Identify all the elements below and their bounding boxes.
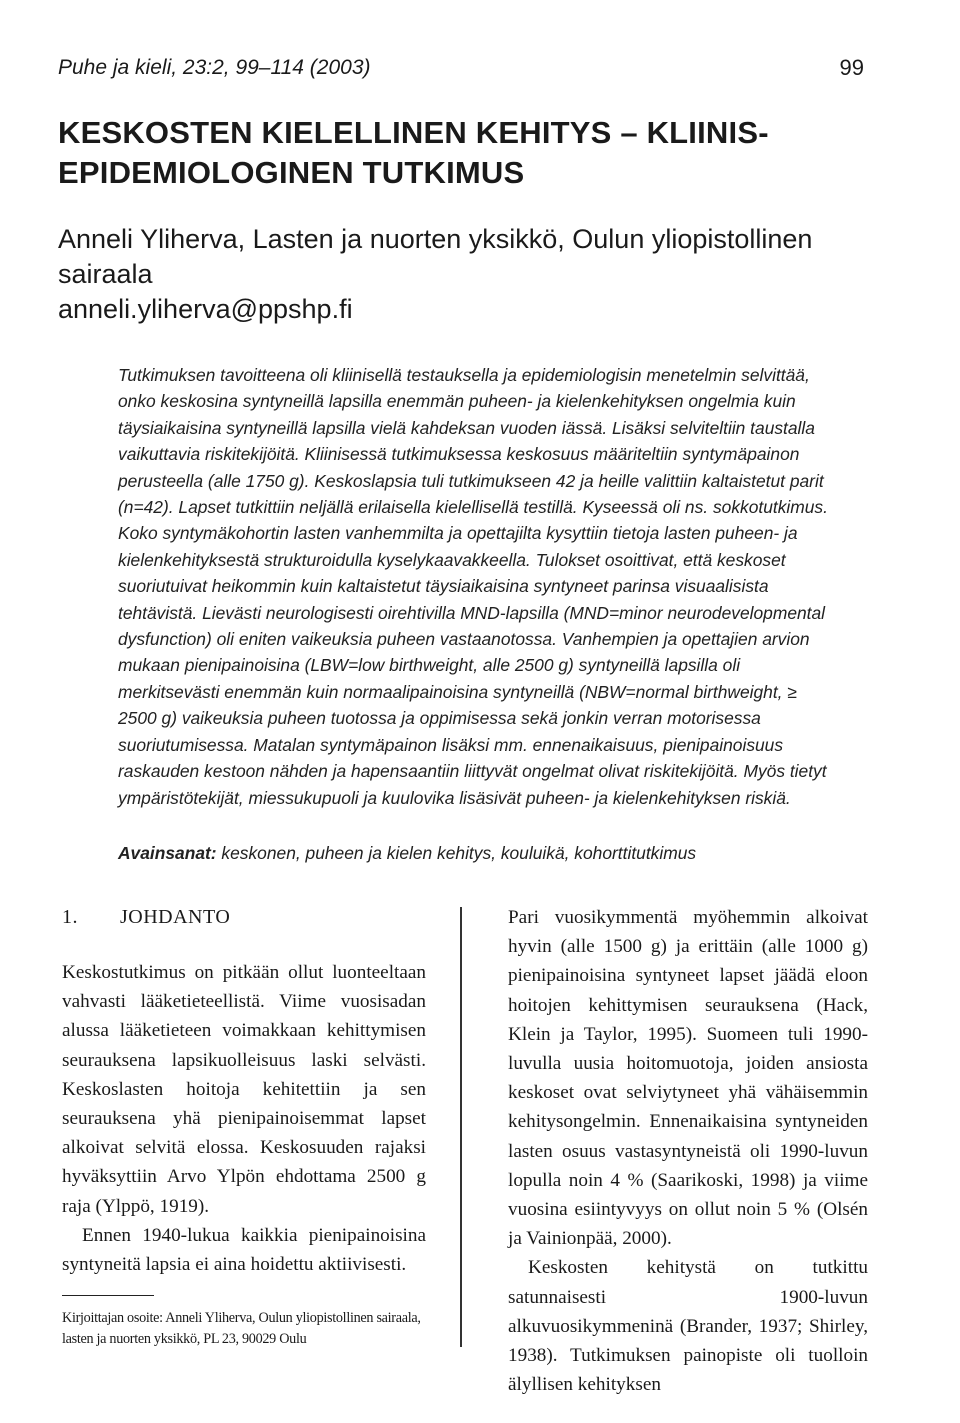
keywords-text: keskonen, puheen ja kielen kehitys, kouluikä, kohorttitutkimus [221, 843, 697, 863]
keywords-label: Avainsanat: [118, 843, 217, 863]
abstract: Tutkimuksen tavoitteena oli kliinisellä testauksella ja epidemiologisin menetelmin selvittää, onko keskosina syntyneillä lapsilla enemmän puheen- ja kielenkehityksen ongelmia kuin täysiaikaisina syntyneillä lapsilla vielä kahdeksan vuoden iässä. Lisäksi selviteltiin taustalla vaikuttavia riskitekijöitä. Kliinisessä tutkimuksessa keskosuus määriteltiin syntymäpainon perusteella (alle 1750 g). Keskoslapsia tuli tutkimukseen 42 ja heille valittiin kaltaistetut parit (n=42). Lapset tutkittiin neljällä erilaisella kielellisellä testillä. Kyseessä oli ns. sokkotutkimus. Koko syntymäkohortin lasten vanhemmilta ja opettajilta kysyttiin tietoja lasten puheen- ja kielenkehityksestä strukturoidulla kyselykaavakkeella. Tulokset osoittivat, että keskoset suoriutuivat heikommin kuin kaltaistetut täysiaikaisina syntyneet parinsa visuaalisista tehtävistä. Lievästi neurologisesti oirehtivilla MND-lapsilla (MND=minor neurodevelopmental dysfunction) oli eniten vaikeuksia puheen vastaanotossa. Vanhempien ja opettajien arvion mukaan pienipainoisina (LBW=low birthweight, alle 2500 g) syntyneillä lapsilla oli merkitsevästi enemmän kuin normaalipainoisina syntyneillä (NBW=normal birthweight, ≥ 2500 g) vaikeuksia puheen tuotossa ja oppimisessa sekä jonkin verran motorisessa suoriutumisessa. Matalan syntymäpainon lisäksi mm. ennenaikaisuus, pienipainoisuus raskauden kestoon nähden ja hapensaantiin liittyvät ongelmat olivat riskitekijöitä. Myös tietyt ympäristötekijät, miessukupuoli ja kuulovika lisäsivät puheen- ja kielenkehityksen riskiä. [118, 365, 828, 808]
left-paragraph-2: Ennen 1940-lukua kaikkia pienipainoisina syntyneitä lapsia ei aina hoidettu aktiivisesti. [62, 1224, 426, 1276]
page-number: 99 [839, 55, 864, 80]
left-column [62, 958, 426, 1279]
author-affiliation: Anneli Yliherva, Lasten ja nuorten yksikkö, Oulun yliopistollinen sairaala [58, 224, 813, 289]
author-block [58, 222, 898, 327]
section-heading [62, 906, 230, 929]
running-header: Puhe ja kieli, 23:2, 99–114 (2003) [58, 56, 371, 79]
footnote: Kirjoittajan osoite: Anneli Yliherva, Oulun yliopistollinen sairaala, lasten ja nuorten yksikkö, PL 23, 90029 Oulu [62, 1310, 421, 1347]
right-column [508, 903, 868, 1399]
right-paragraph-1: Pari vuosikymmentä myöhemmin alkoivat hyvin (alle 1500 g) ja erittäin (alle 1000 g) pienipainoisina syntyneet lapset jäädä eloon hoitojen kehittymisen seurauksena (Hack, Klein ja Taylor, 1995). Suomeen tuli 1990-luvulla uusia hoitomuotoja, joiden ansiosta keskoset ovat selviytyneet yhä vähäisemmin kehitysongelmin. Ennenaikaisina syntyneiden lasten osuus vastasyntyneistä oli 1990-luvun lopulla noin 4 % (Saarikoski, 1998) ja viime vuosina esiintyvyys on ollut noin 5 % (Olsén ja Vainionpää, 2000). [508, 907, 868, 1250]
column-divider [460, 907, 462, 1347]
keywords [118, 843, 838, 864]
footnote-rule [62, 1295, 154, 1296]
section-number: 1. [62, 906, 78, 928]
right-paragraph-2: Keskosten kehitystä on tutkittu satunnaisesti 1900-luvun alkuvuosikymmeninä (Brander, 1937; Shirley, 1938). Tutkimuksen painopiste oli tuolloin älyllisen kehityksen [508, 1257, 868, 1396]
left-paragraph-1: Keskostutkimus on pitkään ollut luonteeltaan vahvasti lääketieteellistä. Viime vuosisadan alussa lääketieteen voimakkaan kehittymisen seurauksena lapsikuolleisuus laski selvästi. Keskoslasten hoitoja kehitettiin ja sen seurauksena yhä pienipainoisemmat lapset alkoivat selvitä elossa. Keskosuuden rajaksi hyväksyttiin Arvo Ylpön ehdottama 2500 g raja (Ylppö, 1919). [62, 962, 426, 1217]
article-title: KESKOSTEN KIELELLINEN KEHITYS – KLIINIS-EPIDEMIOLOGINEN TUTKIMUS [58, 115, 769, 190]
section-title: JOHDANTO [120, 906, 231, 928]
author-email: anneli.yliherva@ppshp.fi [58, 294, 353, 324]
